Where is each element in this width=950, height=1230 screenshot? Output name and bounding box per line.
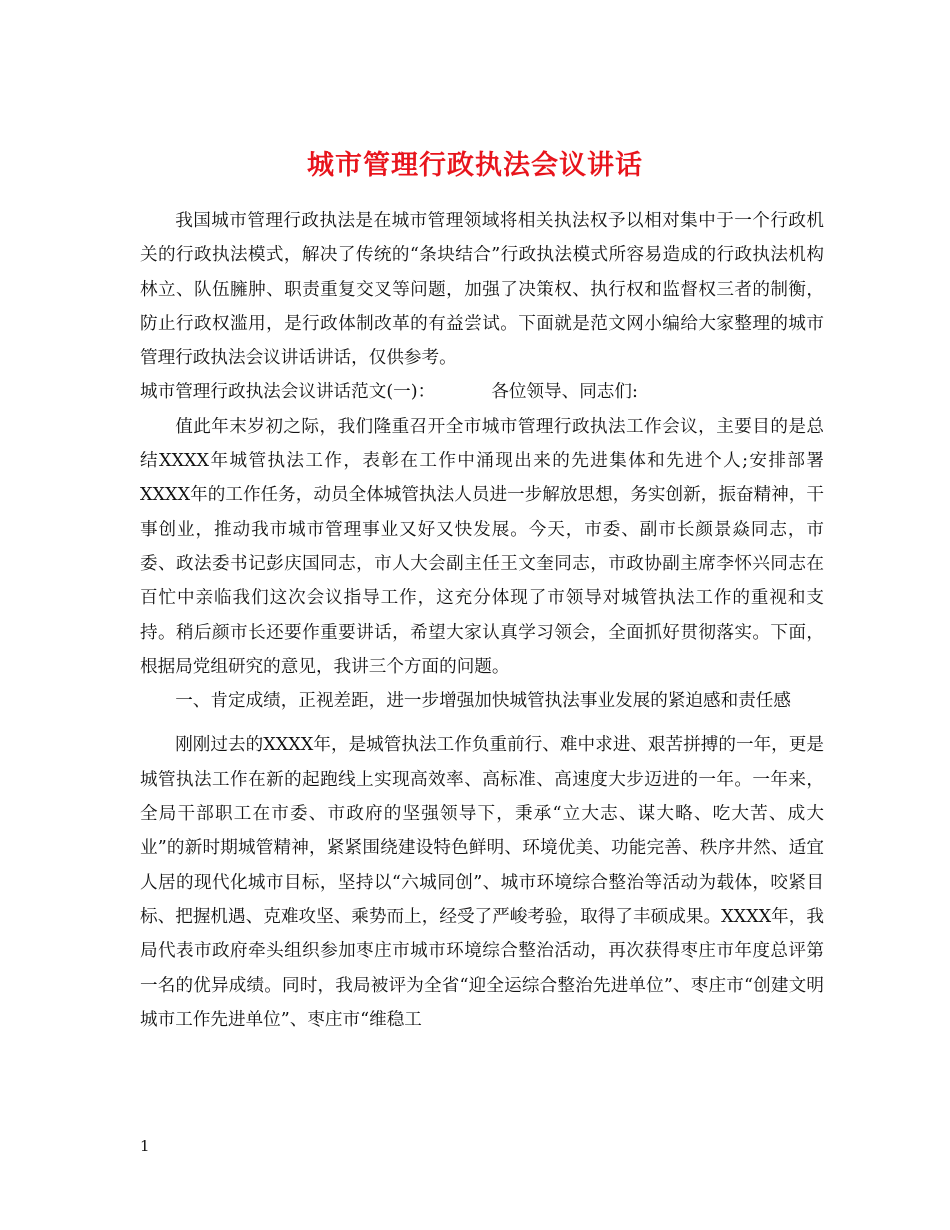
page-number: 1: [140, 1137, 150, 1155]
section-heading: 一、肯定成绩，正视差距，进一步增强加快城管执法事业发展的紧迫感和责任感: [175, 691, 791, 712]
sample-label-line: [140, 375, 824, 409]
document-body: [140, 204, 824, 1037]
opening-paragraph: 值此年末岁初之际，我们隆重召开全市城市管理行政执法工作会议，主要目的是总结XXXX年城管执法工作，表彰在工作中涌现出来的先进集体和先进个人;安排部署XXXX年的工作任务，动员全体城管执法人员进一步解放思想，务实创新，振奋精神，干事创业，推动我市城市管理事业又好又快发展。今天，市委、副市长颜景焱同志，市委、政法委书记彭庆国同志，市人大会副主任王文奎同志，市政协副主席李怀兴同志在百忙中亲临我们这次会议指导工作，这充分体现了市领导对城管执法工作的重视和支持。稍后颜市长还要作重要讲话，希望大家认真学习领会，全面抓好贯彻落实。下面，根据局党组研究的意见，我讲三个方面的问题。: [140, 416, 824, 677]
achievements-paragraph: 刚刚过去的XXXX年，是城管执法工作负重前行、难中求进、艰苦拼搏的一年，更是城管执法工作在新的起跑线上实现高效率、高标准、高速度大步迈进的一年。一年来，全局干部职工在市委、市政府的坚强领导下，秉承“立大志、谋大略、吃大苦、成大业”的新时期城管精神，紧紧围绕建设特色鲜明、环境优美、功能完善、秩序井然、适宜人居的现代化城市目标，坚持以“六城同创”、城市环境综合整治等活动为载体，咬紧目标、把握机遇、克难攻坚、乘势而上，经受了严峻考验，取得了丰硕成果。XXXX年，我局代表市政府牵头组织参加枣庄市城市环境综合整治活动，再次获得枣庄市年度总评第一名的优异成绩。同时，我局被评为全省“迎全运综合整治先进单位”、枣庄市“创建文明城市工作先进单位”、枣庄市“维稳工: [140, 735, 824, 1030]
document-title: 城市管理行政执法会议讲话: [307, 150, 643, 182]
intro-paragraph: 我国城市管理行政执法是在城市管理领域将相关执法权予以相对集中于一个行政机关的行政执法模式，解决了传统的“条块结合”行政执法模式所容易造成的行政执法机构林立、队伍臃肿、职责重复交叉等问题，加强了决策权、执行权和监督权三者的制衡，防止行政权滥用，是行政体制改革的有益尝试。下面就是范文网小编给大家整理的城市管理行政执法会议讲话讲话，仅供参考。: [140, 211, 824, 369]
sample-label: 城市管理行政执法会议讲话范文(一)：: [140, 382, 436, 403]
salutation: 各位领导、同志们:: [491, 382, 638, 403]
